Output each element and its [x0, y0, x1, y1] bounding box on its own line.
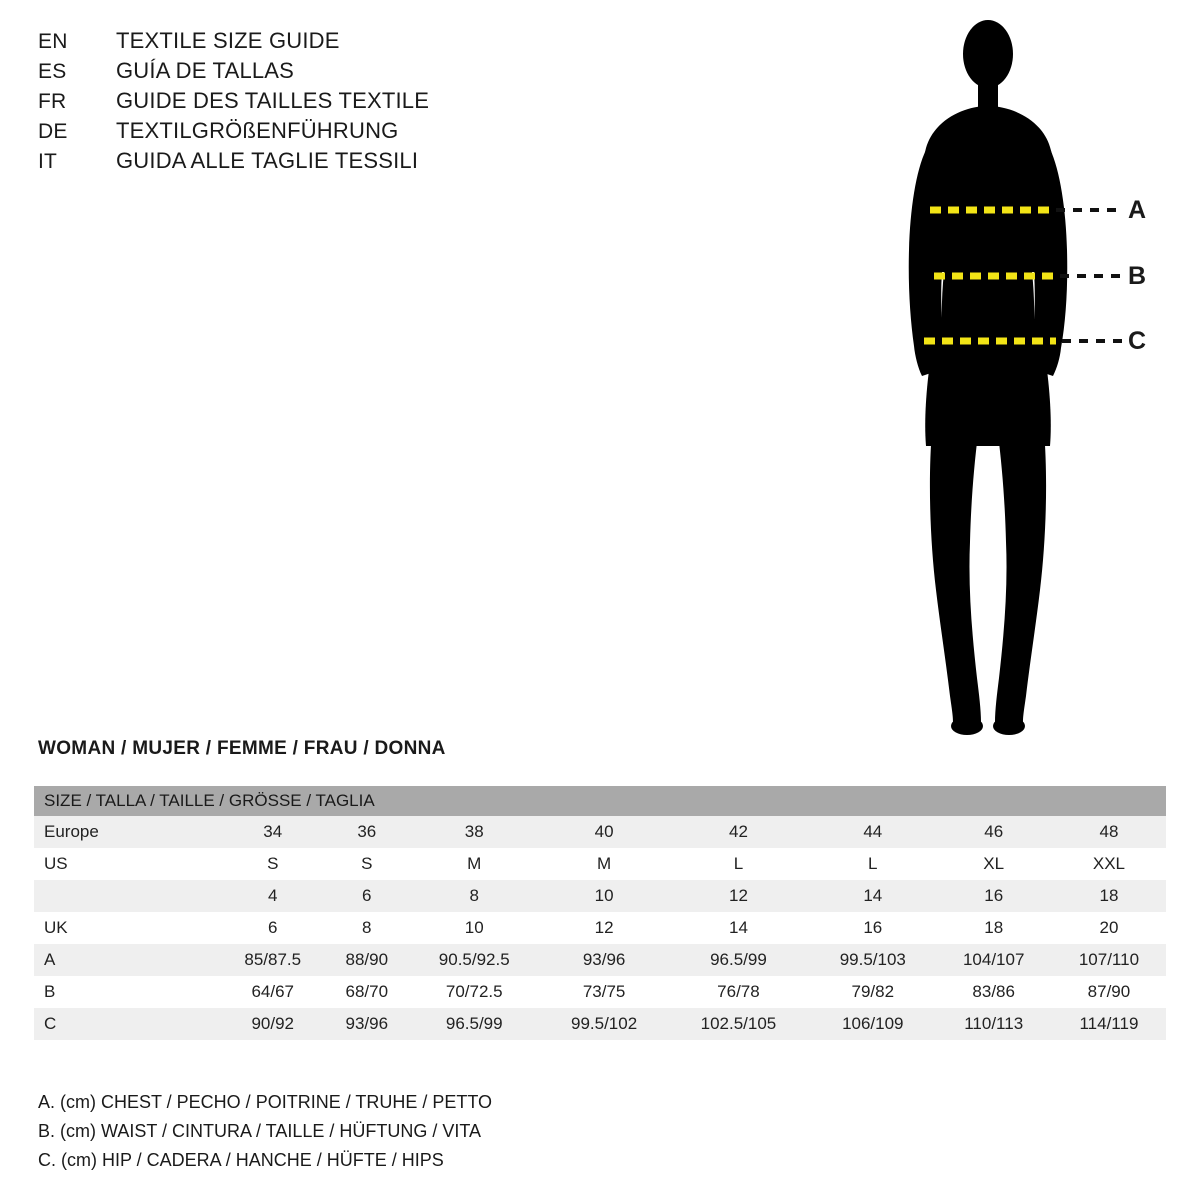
cell: 64/67	[219, 976, 326, 1008]
table-row	[34, 944, 1166, 976]
cell: 10	[407, 912, 541, 944]
cell: 104/107	[935, 944, 1051, 976]
language-text-es: GUÍA DE TALLAS	[116, 58, 295, 83]
language-code-de: DE	[38, 120, 68, 143]
cell: 99.5/102	[541, 1008, 666, 1040]
cell: 90/92	[219, 1008, 326, 1040]
size-table	[34, 786, 1166, 1040]
cell: 73/75	[541, 976, 666, 1008]
row-label-us: US	[34, 848, 219, 880]
cell: 85/87.5	[219, 944, 326, 976]
language-text-de: TEXTILGRÖßENFÜHRUNG	[116, 118, 399, 143]
cell: 87/90	[1052, 976, 1166, 1008]
cell: 6	[219, 912, 326, 944]
cell: 46	[935, 816, 1051, 848]
row-label-europe: Europe	[34, 816, 219, 848]
category-title: WOMAN / MUJER / FEMME / FRAU / DONNA	[38, 738, 446, 759]
language-code-it: IT	[38, 150, 58, 173]
cell: 40	[541, 816, 666, 848]
cell: 99.5/103	[810, 944, 935, 976]
cell: XL	[935, 848, 1051, 880]
cell: L	[667, 848, 810, 880]
cell: 70/72.5	[407, 976, 541, 1008]
table-row	[34, 880, 1166, 912]
legend-line-b: B. (cm) WAIST / CINTURA / TAILLE / HÜFTUNG / VITA	[38, 1121, 482, 1141]
body-measurement-figure	[860, 10, 1180, 750]
cell: 83/86	[935, 976, 1051, 1008]
cell: 34	[219, 816, 326, 848]
cell: 93/96	[326, 1008, 407, 1040]
marker-label-a: A	[1128, 196, 1147, 224]
cell: L	[810, 848, 935, 880]
cell: 93/96	[541, 944, 666, 976]
cell: 20	[1052, 912, 1166, 944]
cell: 12	[541, 912, 666, 944]
cell: 42	[667, 816, 810, 848]
table-row	[34, 1008, 1166, 1040]
cell: 44	[810, 816, 935, 848]
cell: M	[541, 848, 666, 880]
language-row-fr	[38, 88, 678, 118]
marker-label-c: C	[1128, 327, 1147, 355]
cell: 38	[407, 816, 541, 848]
measurement-legend	[38, 1088, 938, 1175]
table-header-label: SIZE / TALLA / TAILLE / GRÖSSE / TAGLIA	[34, 786, 1166, 816]
cell: 14	[810, 880, 935, 912]
table-row	[34, 816, 1166, 848]
cell: 18	[1052, 880, 1166, 912]
cell: 16	[935, 880, 1051, 912]
language-text-en: TEXTILE SIZE GUIDE	[116, 28, 340, 53]
row-label-a: A	[34, 944, 219, 976]
language-text-it: GUIDA ALLE TAGLIE TESSILI	[116, 148, 419, 173]
cell: 76/78	[667, 976, 810, 1008]
cell: 16	[810, 912, 935, 944]
legend-line-c: C. (cm) HIP / CADERA / HANCHE / HÜFTE / HIPS	[38, 1150, 444, 1170]
cell: 79/82	[810, 976, 935, 1008]
cell: 36	[326, 816, 407, 848]
cell: 4	[219, 880, 326, 912]
cell: 114/119	[1052, 1008, 1166, 1040]
language-row-es	[38, 58, 678, 88]
table-row	[34, 848, 1166, 880]
language-text-fr: GUIDE DES TAILLES TEXTILE	[116, 88, 430, 113]
legend-line-a: A. (cm) CHEST / PECHO / POITRINE / TRUHE / PETTO	[38, 1092, 493, 1112]
cell: 106/109	[810, 1008, 935, 1040]
cell: 96.5/99	[667, 944, 810, 976]
cell: 6	[326, 880, 407, 912]
table-row	[34, 912, 1166, 944]
cell: 96.5/99	[407, 1008, 541, 1040]
row-label-c: C	[34, 1008, 219, 1040]
cell: S	[219, 848, 326, 880]
female-silhouette-icon	[909, 20, 1068, 735]
language-code-fr: FR	[38, 90, 67, 113]
cell: 10	[541, 880, 666, 912]
row-label-b: B	[34, 976, 219, 1008]
cell: 68/70	[326, 976, 407, 1008]
language-row-it	[38, 148, 678, 178]
cell: 48	[1052, 816, 1166, 848]
marker-label-b: B	[1128, 262, 1147, 290]
language-code-en: EN	[38, 30, 68, 53]
cell: 14	[667, 912, 810, 944]
language-code-es: ES	[38, 60, 67, 83]
cell: XXL	[1052, 848, 1166, 880]
cell: 90.5/92.5	[407, 944, 541, 976]
cell: 107/110	[1052, 944, 1166, 976]
table-row	[34, 976, 1166, 1008]
language-list	[38, 28, 678, 178]
cell: 102.5/105	[667, 1008, 810, 1040]
row-label-uk: UK	[34, 912, 219, 944]
cell: S	[326, 848, 407, 880]
row-label-us-numeric	[34, 880, 219, 912]
cell: 110/113	[935, 1008, 1051, 1040]
language-row-en	[38, 28, 678, 58]
cell: 88/90	[326, 944, 407, 976]
table-header-row	[34, 786, 1166, 816]
cell: 12	[667, 880, 810, 912]
language-row-de	[38, 118, 678, 148]
cell: M	[407, 848, 541, 880]
cell: 18	[935, 912, 1051, 944]
cell: 8	[326, 912, 407, 944]
cell: 8	[407, 880, 541, 912]
